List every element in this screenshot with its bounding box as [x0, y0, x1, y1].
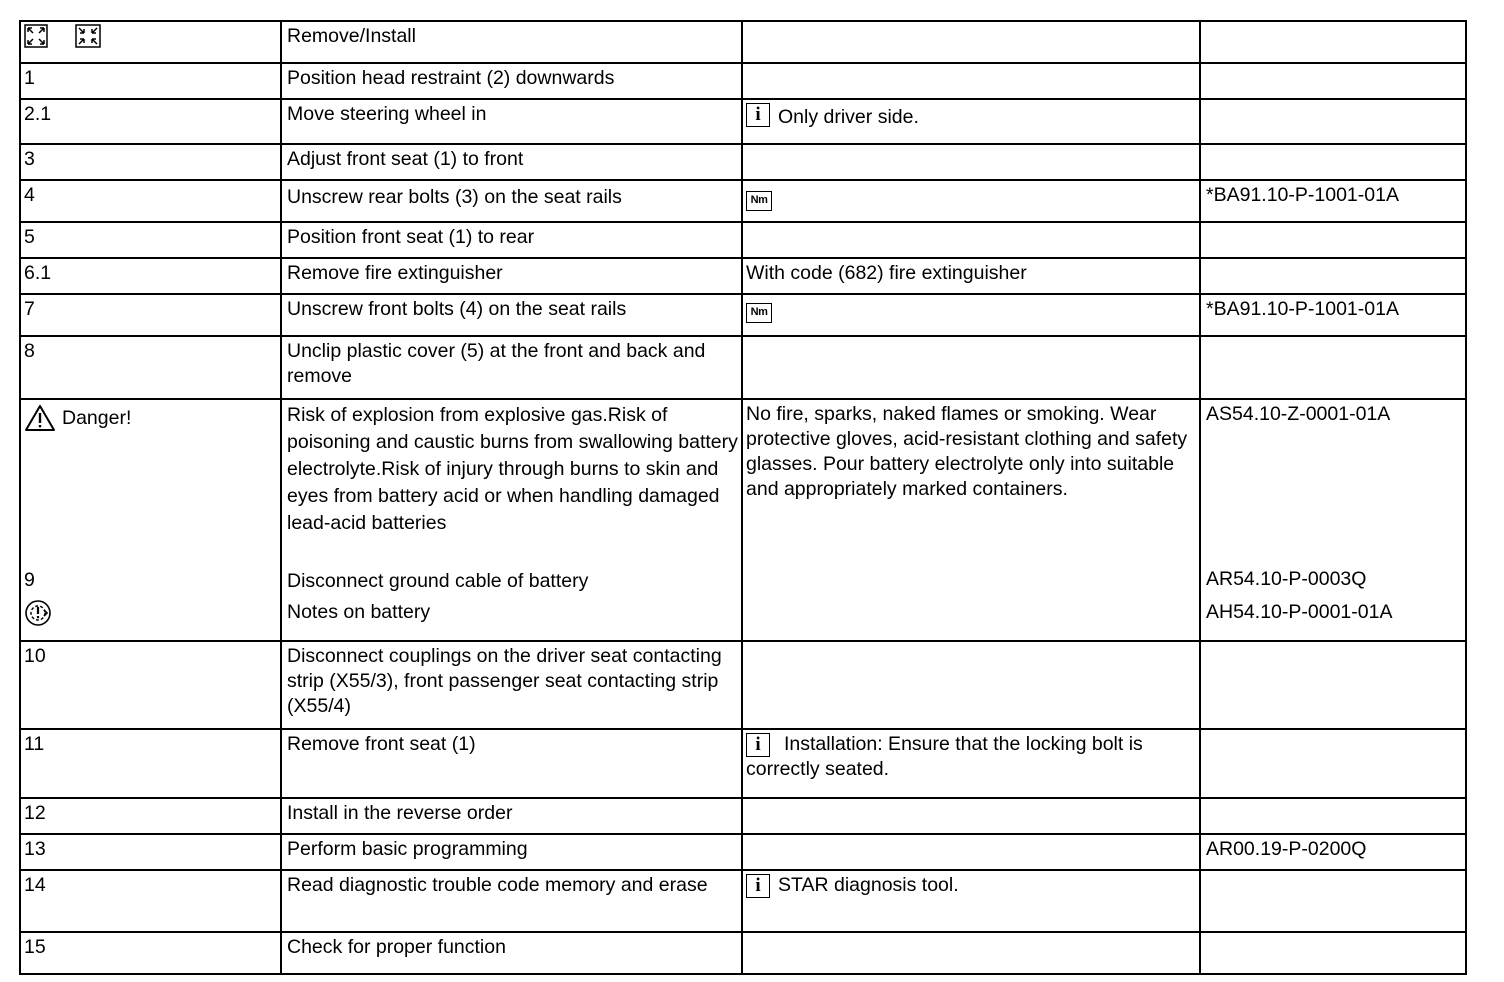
ref-cell	[1200, 399, 1466, 641]
action-cell: Unclip plastic cover (5) at the front and back and remove	[281, 336, 742, 399]
danger-label	[24, 402, 278, 434]
step-cell: 11	[20, 729, 281, 798]
note-cell	[742, 294, 1200, 336]
note-cell	[742, 63, 1200, 99]
warning-icon	[24, 404, 56, 432]
ref-cell	[1200, 21, 1466, 63]
step-9-action: Disconnect ground cable of battery	[287, 570, 589, 592]
action-cell: Perform basic programming	[281, 834, 742, 870]
ref-cell	[1200, 932, 1466, 974]
note-cell	[742, 798, 1200, 834]
note-cell	[742, 99, 1200, 144]
table-row	[20, 641, 1466, 729]
action-cell: Install in the reverse order	[281, 798, 742, 834]
table-row	[20, 63, 1466, 99]
step-cell	[20, 399, 281, 641]
note-cell	[742, 870, 1200, 932]
note-cell	[742, 180, 1200, 222]
table-row	[20, 336, 1466, 399]
action-cell: Adjust front seat (1) to front	[281, 144, 742, 180]
danger-text-label: Danger!	[62, 406, 132, 429]
remove-icon	[24, 24, 48, 55]
action-cell: Remove fire extinguisher	[281, 258, 742, 294]
action-cell: Position front seat (1) to rear	[281, 222, 742, 258]
ref-cell	[1200, 99, 1466, 144]
note-cell	[742, 336, 1200, 399]
table-row	[20, 294, 1466, 336]
ref-cell	[1200, 144, 1466, 180]
action-cell: Unscrew front bolts (4) on the seat rails	[281, 294, 742, 336]
action-cell: Remove front seat (1)	[281, 729, 742, 798]
table-row	[20, 729, 1466, 798]
note-cell	[742, 399, 1200, 641]
ref-cell[interactable]: *BA91.10-P-1001-01A	[1200, 180, 1466, 222]
note-text: STAR diagnosis tool.	[778, 874, 959, 896]
step-cell: 14	[20, 870, 281, 932]
ref-cell	[1200, 870, 1466, 932]
step-cell: 3	[20, 144, 281, 180]
action-cell: Check for proper function	[281, 932, 742, 974]
action-cell: Move steering wheel in	[281, 99, 742, 144]
notes-on-battery: Notes on battery	[287, 601, 431, 623]
step-cell	[20, 21, 281, 63]
torque-icon: Nm	[746, 303, 772, 323]
danger-risk-text: Risk of explosion from explosive gas.Risk of poisoning and caustic burns from swallowing battery electrolyte.Risk of injury through burns to skin and eyes from battery acid or when handling damaged lead-acid batteries	[287, 404, 738, 534]
ref-cell[interactable]: AR00.19-P-0200Q	[1200, 834, 1466, 870]
danger-note: No fire, sparks, naked flames or smoking. Wear protective gloves, acid-resistant clothing and safety glasses. Pour battery electrolyte only into suitable and appropriately marked containers.	[746, 403, 1188, 500]
info-icon: i	[746, 874, 770, 898]
ref-cell	[1200, 336, 1466, 399]
step-9-ref[interactable]: AR54.10-P-0003Q	[1206, 568, 1367, 590]
table-row	[20, 21, 1466, 63]
table-row	[20, 222, 1466, 258]
step-cell: 4	[20, 180, 281, 222]
table-row	[20, 932, 1466, 974]
action-cell: Position head restraint (2) downwards	[281, 63, 742, 99]
note-cell	[742, 932, 1200, 974]
action-cell: Read diagnostic trouble code memory and erase	[281, 870, 742, 932]
ref-cell	[1200, 63, 1466, 99]
table-row	[20, 99, 1466, 144]
ref-cell	[1200, 729, 1466, 798]
danger-ref[interactable]: AS54.10-Z-0001-01A	[1206, 403, 1391, 425]
note-text: Only driver side.	[778, 106, 919, 128]
step-cell: 7	[20, 294, 281, 336]
info-icon: i	[746, 103, 770, 127]
notes-icon	[24, 599, 278, 634]
action-cell: Unscrew rear bolts (3) on the seat rails	[281, 180, 742, 222]
table-row	[20, 144, 1466, 180]
table-row-danger	[20, 399, 1466, 641]
step-cell: 13	[20, 834, 281, 870]
ref-cell	[1200, 258, 1466, 294]
step-cell: 10	[20, 641, 281, 729]
ref-cell	[1200, 798, 1466, 834]
table-row	[20, 870, 1466, 932]
note-cell	[742, 641, 1200, 729]
step-cell: 1	[20, 63, 281, 99]
table-row	[20, 798, 1466, 834]
table-row	[20, 258, 1466, 294]
info-icon: i	[746, 733, 770, 757]
step-cell: 2.1	[20, 99, 281, 144]
step-9: 9	[24, 569, 35, 591]
note-cell	[742, 834, 1200, 870]
procedure-table	[19, 20, 1467, 975]
ref-cell	[1200, 641, 1466, 729]
table-row	[20, 180, 1466, 222]
note-cell	[742, 729, 1200, 798]
note-text: Installation: Ensure that the locking bolt is correctly seated.	[746, 733, 1143, 780]
step-cell: 5	[20, 222, 281, 258]
note-cell: With code (682) fire extinguisher	[742, 258, 1200, 294]
step-cell: 6.1	[20, 258, 281, 294]
notes-ref[interactable]: AH54.10-P-0001-01A	[1206, 601, 1393, 623]
torque-icon: Nm	[746, 191, 772, 211]
install-icon	[75, 24, 101, 55]
table-row	[20, 834, 1466, 870]
step-cell: 12	[20, 798, 281, 834]
step-cell: 15	[20, 932, 281, 974]
note-cell	[742, 21, 1200, 63]
step-cell: 8	[20, 336, 281, 399]
note-cell	[742, 222, 1200, 258]
action-cell	[281, 399, 742, 641]
action-cell: Disconnect couplings on the driver seat contacting strip (X55/3), front passenger seat contacting strip (X55/4)	[281, 641, 742, 729]
ref-cell	[1200, 222, 1466, 258]
action-cell: Remove/Install	[281, 21, 742, 63]
note-cell	[742, 144, 1200, 180]
ref-cell[interactable]: *BA91.10-P-1001-01A	[1200, 294, 1466, 336]
